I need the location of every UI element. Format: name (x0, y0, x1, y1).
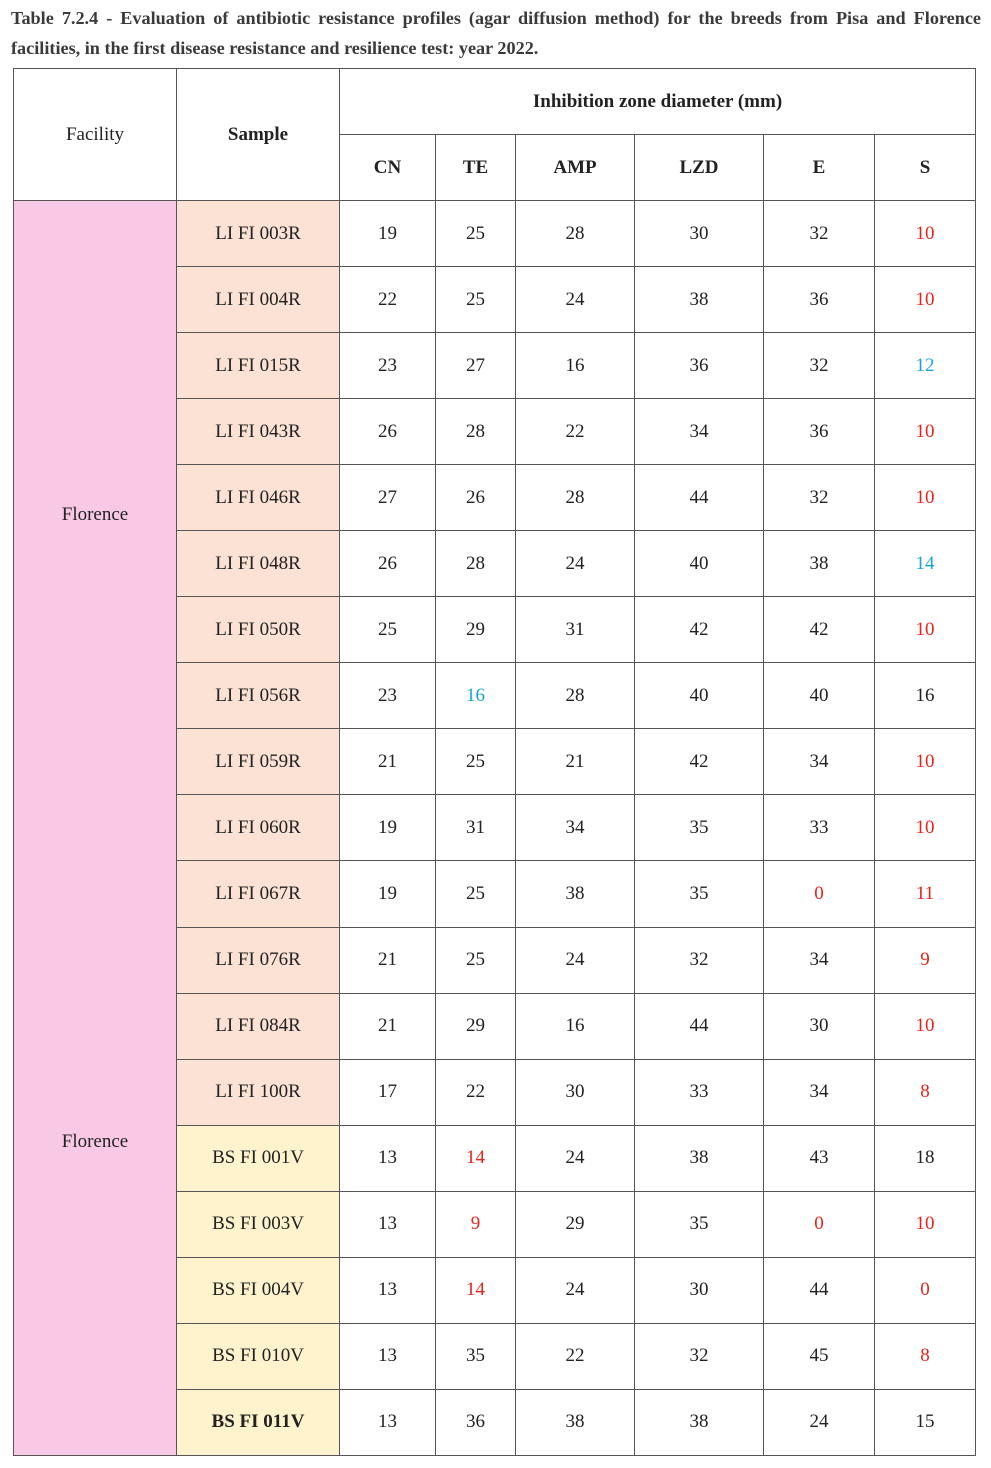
value-cell-lzd: 38 (635, 267, 764, 333)
value-cell-e: 32 (764, 333, 875, 399)
value-cell-s: 10 (875, 267, 976, 333)
value-cell-amp: 28 (516, 663, 635, 729)
value-cell-cn: 19 (340, 861, 436, 927)
header-row-1 (14, 69, 976, 135)
value-cell-te: 9 (436, 1191, 516, 1257)
sample-cell: LI FI 059R (177, 729, 340, 795)
inhibition-group-header: Inhibition zone diameter (mm) (340, 69, 976, 135)
value-cell-e: 36 (764, 267, 875, 333)
value-cell-te: 14 (436, 1257, 516, 1323)
value-cell-lzd: 42 (635, 729, 764, 795)
value-cell-te: 29 (436, 597, 516, 663)
value-cell-s: 10 (875, 597, 976, 663)
value-cell-te: 14 (436, 1125, 516, 1191)
value-cell-te: 31 (436, 795, 516, 861)
antibiotic-header-amp: AMP (516, 135, 635, 201)
value-cell-te: 27 (436, 333, 516, 399)
antibiotic-header-te: TE (436, 135, 516, 201)
value-cell-e: 34 (764, 1059, 875, 1125)
value-cell-te: 25 (436, 927, 516, 993)
facility-labels (14, 201, 176, 1455)
sample-cell: LI FI 067R (177, 861, 340, 927)
value-cell-cn: 13 (340, 1389, 436, 1455)
sample-cell: LI FI 084R (177, 993, 340, 1059)
value-cell-amp: 22 (516, 399, 635, 465)
value-cell-amp: 22 (516, 1323, 635, 1389)
value-cell-e: 33 (764, 795, 875, 861)
value-cell-amp: 28 (516, 465, 635, 531)
value-cell-te: 28 (436, 399, 516, 465)
value-cell-amp: 24 (516, 531, 635, 597)
table-caption: Table 7.2.4 - Evaluation of antibiotic resistance profiles (agar diffusion method) for the breeds from Pisa and Florence facilities, in the first disease resistance and resilience test: year 2022. (11, 8, 981, 58)
facility-column-header: Facility (14, 69, 177, 201)
value-cell-lzd: 30 (635, 1257, 764, 1323)
value-cell-cn: 17 (340, 1059, 436, 1125)
value-cell-s: 10 (875, 795, 976, 861)
sample-cell: LI FI 046R (177, 465, 340, 531)
value-cell-e: 43 (764, 1125, 875, 1191)
value-cell-s: 10 (875, 1191, 976, 1257)
value-cell-amp: 24 (516, 927, 635, 993)
facility-cell (14, 201, 177, 1456)
facility-label: Florence (61, 1130, 129, 1152)
table-row (14, 201, 976, 267)
value-cell-e: 44 (764, 1257, 875, 1323)
value-cell-lzd: 38 (635, 1125, 764, 1191)
value-cell-cn: 21 (340, 927, 436, 993)
value-cell-cn: 19 (340, 795, 436, 861)
value-cell-s: 14 (875, 531, 976, 597)
value-cell-lzd: 35 (635, 1191, 764, 1257)
value-cell-s: 8 (875, 1323, 976, 1389)
sample-cell: LI FI 003R (177, 201, 340, 267)
antibiotic-header-cn: CN (340, 135, 436, 201)
value-cell-s: 9 (875, 927, 976, 993)
sample-cell: BS FI 003V (177, 1191, 340, 1257)
value-cell-lzd: 34 (635, 399, 764, 465)
value-cell-amp: 21 (516, 729, 635, 795)
value-cell-cn: 19 (340, 201, 436, 267)
value-cell-lzd: 30 (635, 201, 764, 267)
antibiotic-header-s: S (875, 135, 976, 201)
value-cell-te: 25 (436, 861, 516, 927)
sample-cell: BS FI 010V (177, 1323, 340, 1389)
value-cell-lzd: 40 (635, 531, 764, 597)
value-cell-amp: 24 (516, 267, 635, 333)
value-cell-te: 25 (436, 267, 516, 333)
value-cell-e: 38 (764, 531, 875, 597)
value-cell-lzd: 42 (635, 597, 764, 663)
value-cell-amp: 24 (516, 1257, 635, 1323)
sample-cell: BS FI 001V (177, 1125, 340, 1191)
value-cell-cn: 25 (340, 597, 436, 663)
value-cell-s: 12 (875, 333, 976, 399)
value-cell-te: 22 (436, 1059, 516, 1125)
value-cell-e: 36 (764, 399, 875, 465)
antibiotic-header-lzd: LZD (635, 135, 764, 201)
value-cell-te: 16 (436, 663, 516, 729)
value-cell-amp: 31 (516, 597, 635, 663)
value-cell-e: 40 (764, 663, 875, 729)
sample-cell: LI FI 048R (177, 531, 340, 597)
value-cell-cn: 13 (340, 1323, 436, 1389)
sample-cell: BS FI 004V (177, 1257, 340, 1323)
value-cell-amp: 38 (516, 1389, 635, 1455)
value-cell-e: 34 (764, 927, 875, 993)
value-cell-s: 0 (875, 1257, 976, 1323)
value-cell-amp: 34 (516, 795, 635, 861)
value-cell-amp: 28 (516, 201, 635, 267)
value-cell-s: 10 (875, 399, 976, 465)
value-cell-cn: 23 (340, 663, 436, 729)
value-cell-te: 26 (436, 465, 516, 531)
value-cell-lzd: 44 (635, 465, 764, 531)
value-cell-te: 28 (436, 531, 516, 597)
value-cell-lzd: 32 (635, 927, 764, 993)
value-cell-cn: 23 (340, 333, 436, 399)
value-cell-e: 32 (764, 465, 875, 531)
value-cell-s: 8 (875, 1059, 976, 1125)
value-cell-cn: 21 (340, 993, 436, 1059)
value-cell-s: 16 (875, 663, 976, 729)
value-cell-s: 10 (875, 729, 976, 795)
value-cell-amp: 16 (516, 993, 635, 1059)
sample-cell: LI FI 050R (177, 597, 340, 663)
value-cell-e: 0 (764, 861, 875, 927)
sample-cell: LI FI 043R (177, 399, 340, 465)
value-cell-e: 32 (764, 201, 875, 267)
value-cell-e: 34 (764, 729, 875, 795)
value-cell-lzd: 35 (635, 795, 764, 861)
value-cell-s: 11 (875, 861, 976, 927)
value-cell-cn: 26 (340, 531, 436, 597)
value-cell-lzd: 33 (635, 1059, 764, 1125)
value-cell-e: 0 (764, 1191, 875, 1257)
resistance-table (13, 68, 976, 1456)
value-cell-amp: 38 (516, 861, 635, 927)
value-cell-e: 24 (764, 1389, 875, 1455)
sample-cell: LI FI 060R (177, 795, 340, 861)
value-cell-s: 10 (875, 201, 976, 267)
value-cell-cn: 26 (340, 399, 436, 465)
value-cell-s: 10 (875, 465, 976, 531)
value-cell-amp: 29 (516, 1191, 635, 1257)
value-cell-lzd: 36 (635, 333, 764, 399)
sample-cell: LI FI 015R (177, 333, 340, 399)
value-cell-lzd: 40 (635, 663, 764, 729)
sample-cell: LI FI 076R (177, 927, 340, 993)
antibiotic-header-e: E (764, 135, 875, 201)
value-cell-amp: 16 (516, 333, 635, 399)
value-cell-te: 29 (436, 993, 516, 1059)
value-cell-lzd: 38 (635, 1389, 764, 1455)
value-cell-cn: 22 (340, 267, 436, 333)
value-cell-cn: 13 (340, 1191, 436, 1257)
value-cell-te: 35 (436, 1323, 516, 1389)
facility-label: Florence (61, 503, 129, 525)
value-cell-e: 42 (764, 597, 875, 663)
value-cell-s: 15 (875, 1389, 976, 1455)
value-cell-s: 10 (875, 993, 976, 1059)
sample-column-header: Sample (177, 69, 340, 201)
value-cell-lzd: 44 (635, 993, 764, 1059)
value-cell-amp: 24 (516, 1125, 635, 1191)
value-cell-te: 25 (436, 729, 516, 795)
value-cell-te: 36 (436, 1389, 516, 1455)
value-cell-cn: 27 (340, 465, 436, 531)
table-body (14, 201, 976, 1456)
value-cell-e: 30 (764, 993, 875, 1059)
value-cell-cn: 13 (340, 1125, 436, 1191)
value-cell-e: 45 (764, 1323, 875, 1389)
value-cell-lzd: 32 (635, 1323, 764, 1389)
value-cell-amp: 30 (516, 1059, 635, 1125)
value-cell-te: 25 (436, 201, 516, 267)
value-cell-cn: 13 (340, 1257, 436, 1323)
value-cell-cn: 21 (340, 729, 436, 795)
value-cell-s: 18 (875, 1125, 976, 1191)
sample-cell: BS FI 011V (177, 1389, 340, 1455)
sample-cell: LI FI 056R (177, 663, 340, 729)
value-cell-lzd: 35 (635, 861, 764, 927)
sample-cell: LI FI 100R (177, 1059, 340, 1125)
sample-cell: LI FI 004R (177, 267, 340, 333)
